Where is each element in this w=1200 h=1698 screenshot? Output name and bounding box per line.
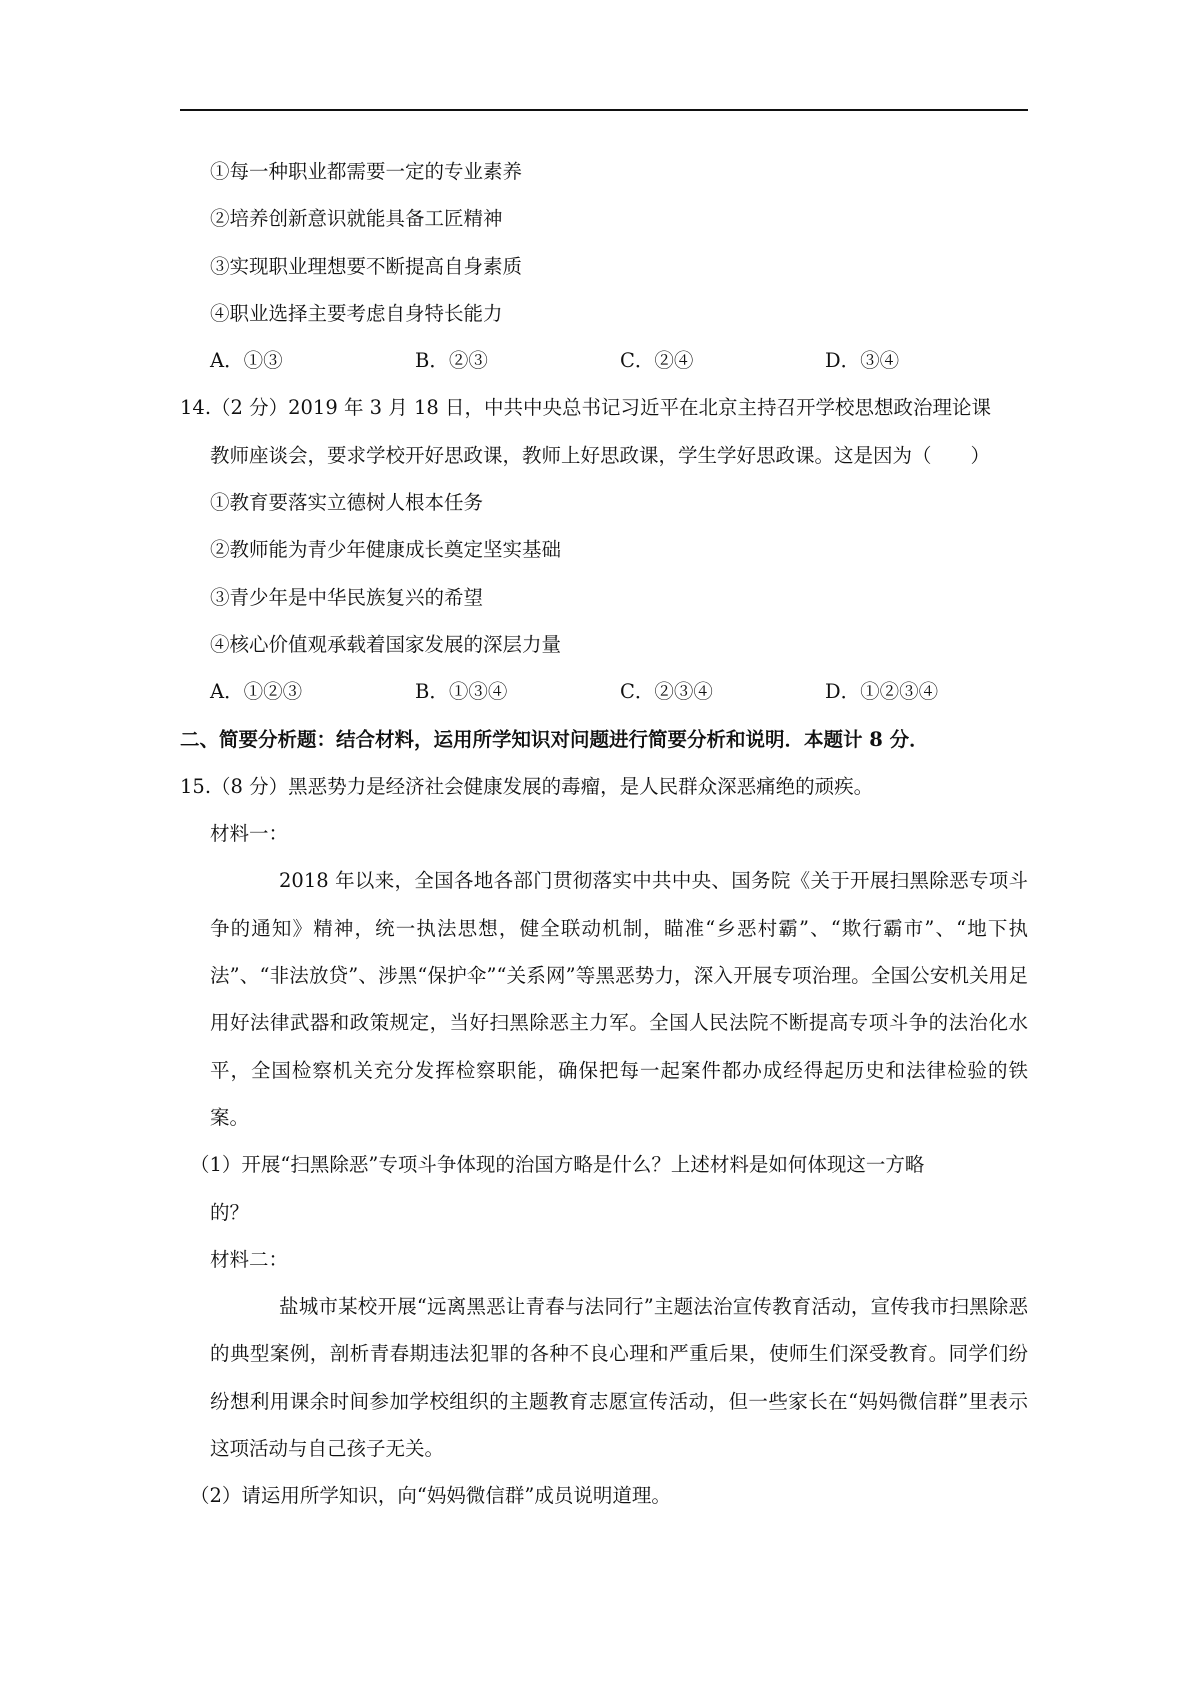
q15-intro: 15.（8 分）黑恶势力是经济社会健康发展的毒瘤，是人民群众深恶痛绝的顽疾。 [180,774,874,798]
material2-label: 材料二： [210,1247,289,1271]
q13-option-d: D．③④ [825,349,900,373]
q14-statement: ②教师能为青少年健康成长奠定坚实基础 [210,538,562,562]
q15-block [180,763,1030,1520]
q14-statement: ①教育要落实立德树人根本任务 [210,491,484,515]
q14-block [180,384,1030,715]
q13-options [180,337,1030,384]
q14-stem-line2: 教师座谈会，要求学校开好思政课，教师上好思政课，学生学好思政课。这是因为（ ） [210,443,991,467]
section-heading: 二、简要分析题：结合材料，运用所学知识对问题进行简要分析和说明．本题计 8 分． [180,727,929,751]
q13-block [180,148,1030,384]
q13-option-b: B．②③ [415,349,488,373]
q14-statement: ③青少年是中华民族复兴的希望 [210,585,484,609]
material1-text: 2018 年以来，全国各地各部门贯彻落实中共中央、国务院《关于开展扫黑除恶专项斗争的通知》精神，统一执法思想，健全联动机制，瞄准“乡恶村霸”、“欺行霸市”、“地下执法”、“非法放贷”、涉黑“保护伞”“关系网”等黑恶势力，深入开展专项治理。全国公安机关用足用好法律武器和政策规定，当好扫黑除恶主力军。全国人民法院不断提高专项斗争的法治化水平，全国检察机关充分发挥检察职能，确保把每一起案件都办成经得起历史和法律检验的铁案。 [210,869,1028,1129]
q14-option-a: A．①②③ [210,680,303,704]
material2-text: 盐城市某校开展“远离黑恶让青春与法同行”主题法治宣传教育活动，宣传我市扫黑除恶的典型案例，剖析青春期违法犯罪的各种不良心理和严重后果，使师生们深受教育。同学们纷纷想利用课余时间参加学校组织的主题教育志愿宣传活动，但一些家长在“妈妈微信群”里表示这项活动与自己孩子无关。 [210,1295,1028,1461]
q14-option-c: C．②③④ [620,680,713,704]
q13-option-c: C．②④ [620,349,694,373]
q15-question1-line2: 的？ [210,1200,250,1224]
q14-option-d: D．①②③④ [825,680,939,704]
q14-options [180,668,1030,715]
q13-statement: ②培养创新意识就能具备工匠精神 [210,207,503,231]
q13-statement: ④职业选择主要考虑自身特长能力 [210,301,503,325]
q14-stem-line1: 14.（2 分）2019 年 3 月 18 日，中共中央总书记习近平在北京主持召开学校思想政治理论课 [180,396,991,420]
q13-statement: ①每一种职业都需要一定的专业素养 [210,160,523,183]
q14-option-b: B．①③④ [415,680,508,704]
q13-option-a: A．①③ [210,349,283,373]
material1-label: 材料一： [210,822,289,846]
header-rule [180,109,1028,111]
page-content [180,148,1030,1520]
q15-question2: （2）请运用所学知识，向“妈妈微信群”成员说明道理。 [190,1484,671,1508]
q14-statement: ④核心价值观承载着国家发展的深层力量 [210,632,562,656]
q15-question1-line1: （1）开展“扫黑除恶”专项斗争体现的治国方略是什么？上述材料是如何体现这一方略 [190,1153,925,1177]
q13-statement: ③实现职业理想要不断提高自身素质 [210,254,523,278]
